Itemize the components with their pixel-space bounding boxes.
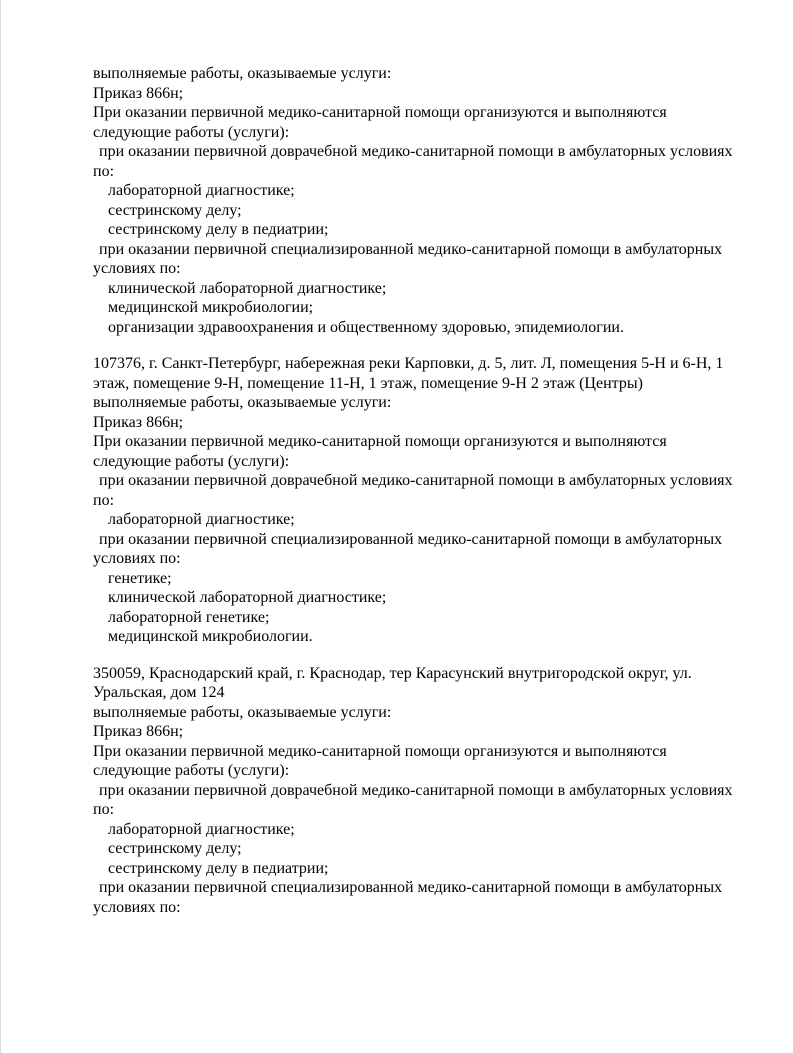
works-section-1 — [93, 64, 743, 337]
service-item: лабораторной генетике; — [108, 608, 270, 626]
service-item: клинической лабораторной диагностике; — [108, 589, 387, 606]
works-section-3 — [93, 664, 743, 918]
works-section-2 — [93, 354, 743, 647]
works-services-label: выполняемые работы, оказываемые услуги: — [93, 65, 392, 82]
service-item: лабораторной диагностике; — [108, 511, 295, 528]
care-type-item: при оказании первичной доврачебной медико-санитарной помощи в амбулаторных условиях по: — [93, 781, 733, 818]
care-type-item: при оказании первичной доврачебной медико-санитарной помощи в амбулаторных условиях по: — [93, 143, 733, 180]
works-services-label: выполняемые работы, оказываемые услуги: — [93, 394, 392, 411]
license-document — [93, 64, 743, 917]
service-item: сестринскому делу; — [108, 201, 242, 219]
works-services-label: выполняемые работы, оказываемые услуги: — [93, 703, 392, 721]
works-intro: При оказании первичной медико-санитарной помощи организуются и выполняются следующие работы (услуги): — [93, 104, 667, 141]
care-type-item: при оказании первичной доврачебной медико-санитарной помощи в амбулаторных условиях по: — [93, 472, 733, 509]
service-item: сестринскому делу в педиатрии; — [108, 221, 329, 238]
location-address: 350059, Краснодарский край, г. Краснодар, тер Карасунский внутригородской округ, ул. Уральская, дом 124 — [93, 664, 692, 701]
license-document-page — [1, 0, 793, 917]
order-reference: Приказ 866н; — [93, 723, 184, 740]
works-intro: При оказании первичной медико-санитарной помощи организуются и выполняются следующие работы (услуги): — [93, 742, 667, 779]
service-item: сестринскому делу в педиатрии; — [108, 859, 329, 877]
care-type-item: при оказании первичной специализированной медико-санитарной помощи в амбулаторных условиях по: — [93, 530, 723, 567]
care-type-item: при оказании первичной специализированной медико-санитарной помощи в амбулаторных условиях по: — [93, 879, 723, 916]
works-intro: При оказании первичной медико-санитарной помощи организуются и выполняются следующие работы (услуги): — [93, 433, 667, 470]
service-item: сестринскому делу; — [108, 840, 242, 857]
service-item: медицинской микробиологии; — [108, 299, 314, 316]
service-item: организации здравоохранения и общественному здоровью, эпидемиологии. — [108, 318, 624, 336]
order-reference: Приказ 866н; — [93, 413, 184, 431]
care-type-item: при оказании первичной специализированной медико-санитарной помощи в амбулаторных условиях по: — [93, 240, 723, 277]
service-item: лабораторной диагностике; — [108, 820, 295, 838]
order-reference: Приказ 866н; — [93, 84, 184, 102]
service-item: медицинской микробиологии. — [108, 628, 313, 645]
service-item: клинической лабораторной диагностике; — [108, 279, 387, 297]
service-item: генетике; — [108, 569, 172, 587]
location-address: 107376, г. Санкт-Петербург, набережная реки Карповки, д. 5, лит. Л, помещения 5-Н и 6-Н, 1 этаж, помещение 9-Н, помещение 11-Н, 1 этаж, помещение 9-Н 2 этаж (Центры) — [93, 355, 724, 392]
service-item: лабораторной диагностике; — [108, 182, 295, 199]
